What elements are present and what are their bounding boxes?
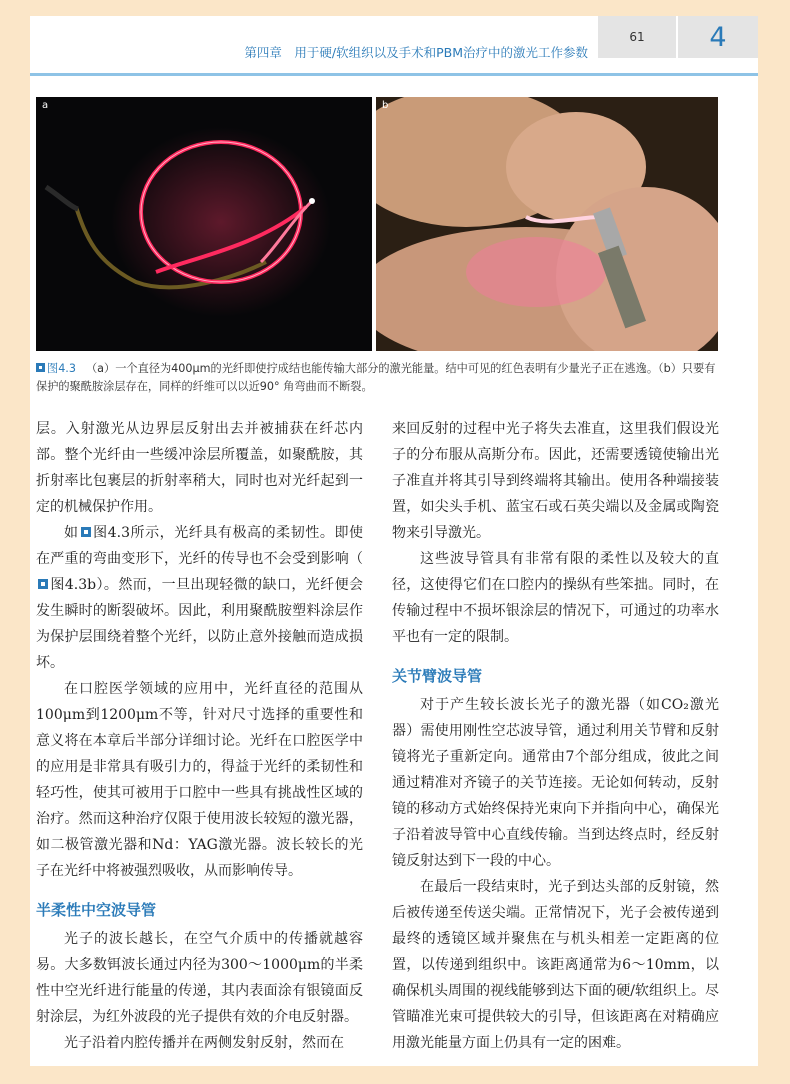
text-run: 如 (64, 525, 79, 541)
header-rule (30, 73, 758, 76)
figure-b-label: b (382, 100, 389, 111)
figure-a-label: a (42, 100, 49, 111)
fiber-knot-illustration (36, 97, 372, 351)
paragraph: 在口腔医学领域的应用中，光纤直径的范围从100μm到1200μm不等，针对尺寸选择的重要性和意义将在本章后半部分详细讨论。光纤在口腔医学中的应用是非常具有吸引力的，得益于光纤的柔韧性和轻巧性，使其可被用于口腔中一些具有挑战性区域的治疗。然而这种治疗仅限于使用波长较短的激光器，如二极管激光器和Nd：YAG激光器。波长较长的光子在光纤中将被强烈吸收，从而影响传导。 (36, 681, 363, 879)
figure-ref-icon[interactable] (38, 579, 48, 589)
paragraph: 光子沿着内腔传播并在两侧发射反射，然而在 (64, 1035, 344, 1051)
caption-label: 图4.3 (47, 362, 76, 375)
section-heading: 半柔性中空波导管 (36, 901, 157, 919)
page-number: 61 (598, 16, 676, 58)
paragraph: 这些波导管具有非常有限的柔性以及较大的直径，这使得它们在口腔内的操纵有些笨拙。同时，在传输过程中不损坏银涂层的情况下，可通过的功率水平也有一定的限制。 (392, 551, 719, 645)
figure-ref-icon[interactable] (81, 527, 91, 537)
paragraph: 来回反射的过程中光子将失去准直，这里我们假设光子的分布服从高斯分布。因此，还需要透镜使输出光子准直并将其引导到终端将其输出。使用各种端接装置，如尖头手机、蓝宝石或石英尖端以及金属或陶瓷物来引导激光。 (392, 421, 719, 541)
figure-caption (36, 360, 720, 396)
right-column (392, 416, 719, 1056)
fiber-bend-illustration (376, 97, 718, 351)
paragraph: 在最后一段结束时，光子到达头部的反射镜，然后被传递至传送尖端。正常情况下，光子会被传递到最终的透镜区域并聚焦在与机头相差一定距离的位置，以传递到组织中。该距离通常为6～10mm，以确保机头周围的视线能够到达下面的硬/软组织上。尽管瞄准光束可提供较大的引导，但该距离在对精确应用激光能量方面上仍具有一定的困难。 (392, 879, 719, 1051)
running-title: 第四章 用于硬/软组织以及手术和PBM治疗中的激光工作参数 (244, 45, 588, 60)
book-page (30, 16, 758, 1066)
paragraph: 层。入射激光从边界层反射出去并被捕获在纤芯内部。整个光纤由一些缓冲涂层所覆盖，如聚酰胺，其折射率比包裹层的折射率稍大，同时也对光纤起到一定的机械保护作用。 (36, 421, 363, 515)
text-run: 图4.3所示，光纤具有极高的柔韧性。即使在严重的弯曲变形下，光纤的传导也不会受到影响（ (36, 525, 364, 567)
left-column (36, 416, 363, 1056)
paragraph (36, 520, 363, 676)
figure-a-fiber-knot (36, 97, 372, 351)
page-header (30, 16, 758, 76)
caption-text: （a）一个直径为400μm的光纤即使拧成结也能传输大部分的激光能量。结中可见的红色表明有少量光子正在逃逸。（b）只要有保护的聚酰胺涂层存在，同样的纤维可以以近90° 角弯曲而不断裂。 (36, 362, 716, 393)
figure-b-fiber-bend (376, 97, 718, 351)
paragraph: 对于产生较长波长光子的激光器（如CO₂激光器）需使用刚性空芯波导管，通过利用关节臂和反射镜将光子重新定向。通常由7个部分组成，彼此之间通过精准对齐镜子的关节连接。无论如何转动，反射镜的移动方式始终保持光束向下并指向中心，确保光子沿着波导管中心直线传输。当到达终点时，经反射镜反射达到下一段的中心。 (392, 697, 719, 869)
section-heading: 关节臂波导管 (392, 667, 483, 685)
chapter-number: 4 (678, 16, 758, 58)
figure-icon (36, 363, 45, 372)
text-run: 图4.3b）。然而，一旦出现轻微的缺口，光纤便会发生瞬时的断裂破坏。因此，利用聚酰胺塑料涂层作为保护层围绕着整个光纤，以防止意外接触而造成损坏。 (36, 577, 363, 671)
paragraph: 光子的波长越长，在空气介质中的传播就越容易。大多数铒波长通过内径为300～1000μm的半柔性中空光纤进行能量的传递，其内表面涂有银镜面反射涂层，为红外波段的光子提供有效的介电反射器。 (36, 931, 363, 1025)
